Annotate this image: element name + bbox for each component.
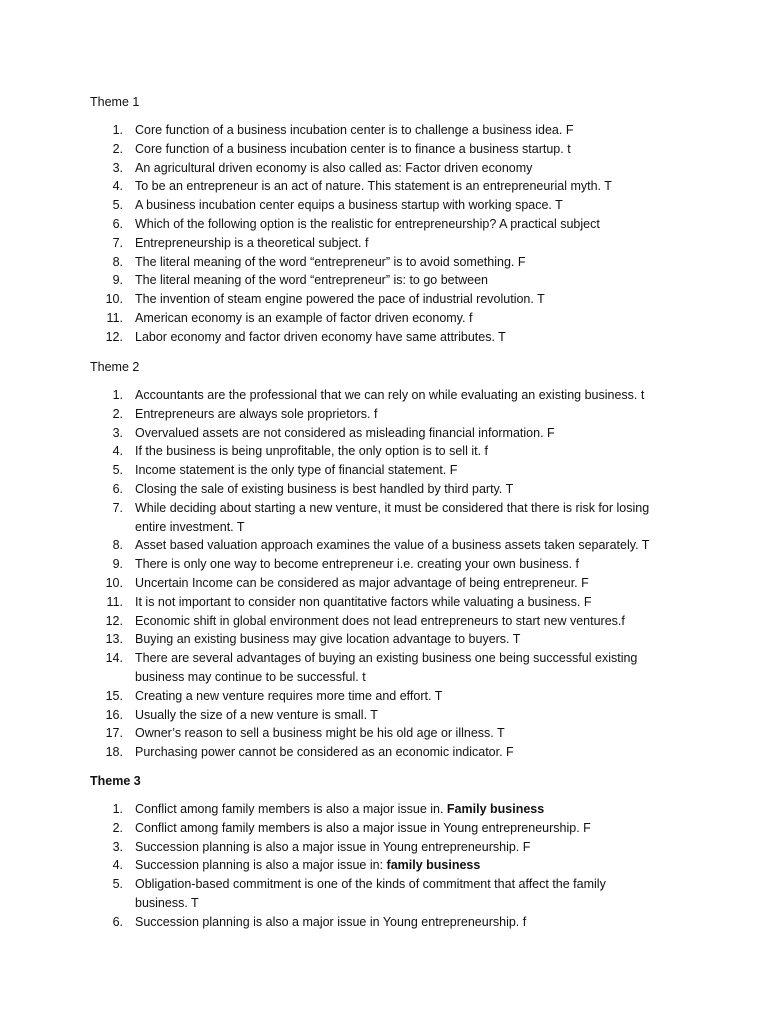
answer-bold: family business	[386, 858, 481, 873]
list-item: 16. Usually the size of a new venture is small. T	[105, 707, 378, 722]
list-item: 1. Conflict among family members is also a major issue in. Family business	[112, 802, 545, 816]
list-item: 4. If the business is being unprofitable, the only option is to sell it. f	[112, 444, 488, 459]
list-item: 18. Purchasing power cannot be considered as an economic indicator. F	[105, 745, 514, 760]
theme-1-heading: Theme 1	[90, 95, 140, 109]
list-item: 7. Entrepreneurship is a theoretical subject. f	[112, 235, 369, 250]
list-item: 8. Asset based valuation approach examines the value of a business assets taken separately. T	[112, 538, 650, 553]
list-item: 4. To be an entrepreneur is an act of nature. This statement is an entrepreneurial myth. T	[112, 179, 612, 194]
theme-3-heading: Theme 3	[90, 774, 141, 788]
answer-bold: Family business	[446, 802, 545, 816]
list-item: 11. It is not important to consider non quantitative factors while valuating a business. F	[106, 594, 592, 609]
theme-3-list	[90, 800, 690, 932]
list-item: 10. The invention of steam engine powered the pace of industrial revolution. T	[105, 292, 545, 307]
list-item: 2. Conflict among family members is also a major issue in Young entrepreneurship. F	[112, 820, 591, 835]
list-item: 3. An agricultural driven economy is also called as: Factor driven economy	[112, 160, 533, 175]
list-item: 3. Succession planning is also a major issue in Young entrepreneurship. F	[112, 839, 531, 854]
list-item: 5. A business incubation center equips a business startup with working space. T	[112, 198, 563, 213]
list-item: 9. There is only one way to become entrepreneur i.e. creating your own business. f	[112, 557, 579, 572]
list-item: 1. Accountants are the professional that we can rely on while evaluating an existing business. t	[112, 388, 645, 402]
list-item: 6. Closing the sale of existing business is best handled by third party. T	[112, 481, 514, 496]
list-item: 6. Succession planning is also a major issue in Young entrepreneurship. f	[112, 914, 527, 929]
theme-1-list	[90, 121, 690, 347]
list-item: 1. Core function of a business incubation center is to challenge a business idea. F	[112, 123, 574, 137]
list-item: 2. Entrepreneurs are always sole proprietors. f	[112, 406, 378, 421]
list-item: 13. Buying an existing business may give location advantage to buyers. T	[105, 632, 521, 647]
list-item: 10. Uncertain Income can be considered as major advantage of being entrepreneur. F	[105, 575, 589, 590]
list-item: 4. Succession planning is also a major issue in: family business	[112, 858, 481, 873]
list-item: 6. Which of the following option is the realistic for entrepreneurship? A practical subject	[112, 216, 600, 231]
list-item: 8. The literal meaning of the word “entrepreneur” is to avoid something. F	[112, 254, 526, 269]
list-item: 11. American economy is an example of factor driven economy. f	[106, 310, 473, 325]
list-item: 17. Owner’s reason to sell a business might be his old age or illness. T	[105, 726, 505, 741]
list-item: 12. Labor economy and factor driven economy have same attributes. T	[105, 329, 506, 344]
list-item: 7. While deciding about starting a new venture, it must be considered that there is risk for losing entire investment. T	[112, 500, 650, 534]
list-item: 5. Income statement is the only type of financial statement. F	[112, 463, 458, 478]
list-item: 15. Creating a new venture requires more time and effort. T	[105, 688, 443, 703]
list-item: 5. Obligation-based commitment is one of the kinds of commitment that affect the family business. T	[112, 877, 606, 910]
list-item: 9. The literal meaning of the word “entrepreneur” is: to go between	[112, 273, 488, 288]
list-item: 2. Core function of a business incubation center is to finance a business startup. t	[112, 141, 571, 156]
list-item: 3. Overvalued assets are not considered as misleading financial information. F	[112, 425, 555, 440]
theme-2-heading: Theme 2	[90, 360, 140, 374]
theme-2-list	[90, 386, 690, 762]
list-item: 14. There are several advantages of buying an existing business one being successful existing business may continue to be successful. t	[105, 651, 638, 684]
list-item: 12. Economic shift in global environment does not lead entrepreneurs to start new ventures.f	[105, 613, 625, 628]
